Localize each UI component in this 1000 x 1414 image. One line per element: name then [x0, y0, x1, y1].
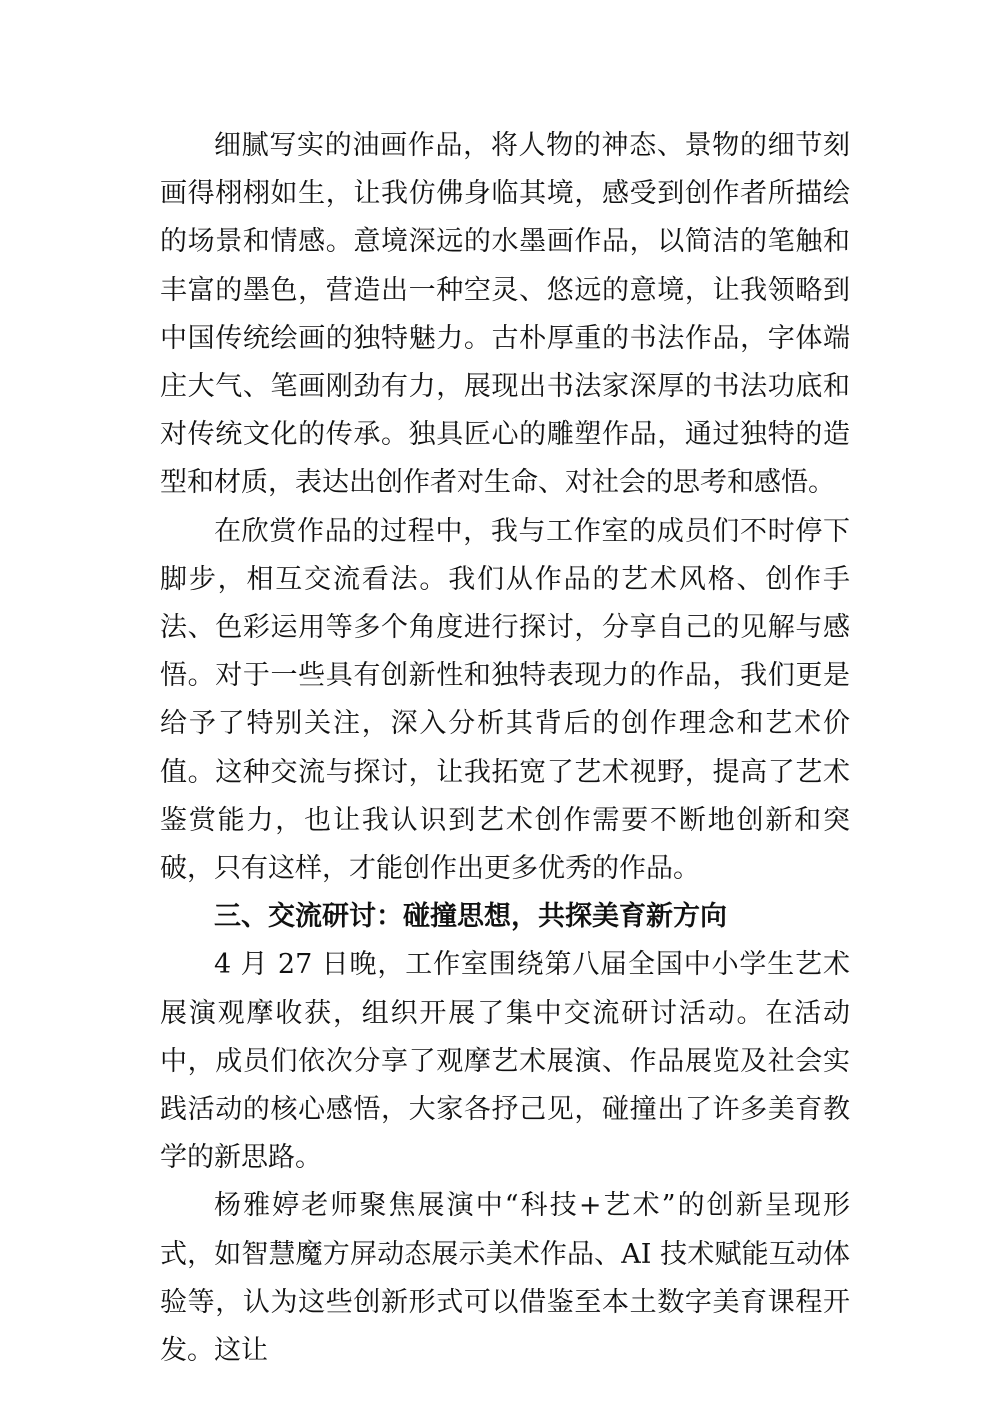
section-heading: 三、交流研讨：碰撞思想，共探美育新方向	[214, 901, 727, 933]
body-paragraph: 在欣赏作品的过程中，我与工作室的成员们不时停下脚步，相互交流看法。我们从作品的艺术风格、创作手法、色彩运用等多个角度进行探讨，分享自己的见解与感悟。对于一些具有创新性和独特表现力的作品，我们更是给予了特别关注，深入分析其背后的创作理念和艺术价值。这种交流与探讨，让我拓宽了艺术视野，提高了艺术鉴赏能力，也让我认识到艺术创作需要不断地创新和突破，只有这样，才能创作出更多优秀的作品。	[160, 515, 850, 885]
document-body	[160, 122, 850, 1375]
body-paragraph: 4 月 27 日晚，工作室围绕第八届全国中小学生艺术展演观摩收获，组织开展了集中交流研讨活动。在活动中，成员们依次分享了观摩艺术展演、作品展览及社会实践活动的核心感悟，大家各抒己见，碰撞出了许多美育教学的新思路。	[160, 949, 850, 1174]
body-paragraph: 杨雅婷老师聚焦展演中“科技+艺术”的创新呈现形式，如智慧魔方屏动态展示美术作品、AI 技术赋能互动体验等，认为这些创新形式可以借鉴至本土数字美育课程开发。这让	[160, 1190, 850, 1367]
body-paragraph: 细腻写实的油画作品，将人物的神态、景物的细节刻画得栩栩如生，让我仿佛身临其境，感受到创作者所描绘的场景和情感。意境深远的水墨画作品，以简洁的笔触和丰富的墨色，营造出一种空灵、悠远的意境，让我领略到中国传统绘画的独特魅力。古朴厚重的书法作品，字体端庄大气、笔画刚劲有力，展现出书法家深厚的书法功底和对传统文化的传承。独具匠心的雕塑作品，通过独特的造型和材质，表达出创作者对生命、对社会的思考和感悟。	[160, 130, 850, 499]
